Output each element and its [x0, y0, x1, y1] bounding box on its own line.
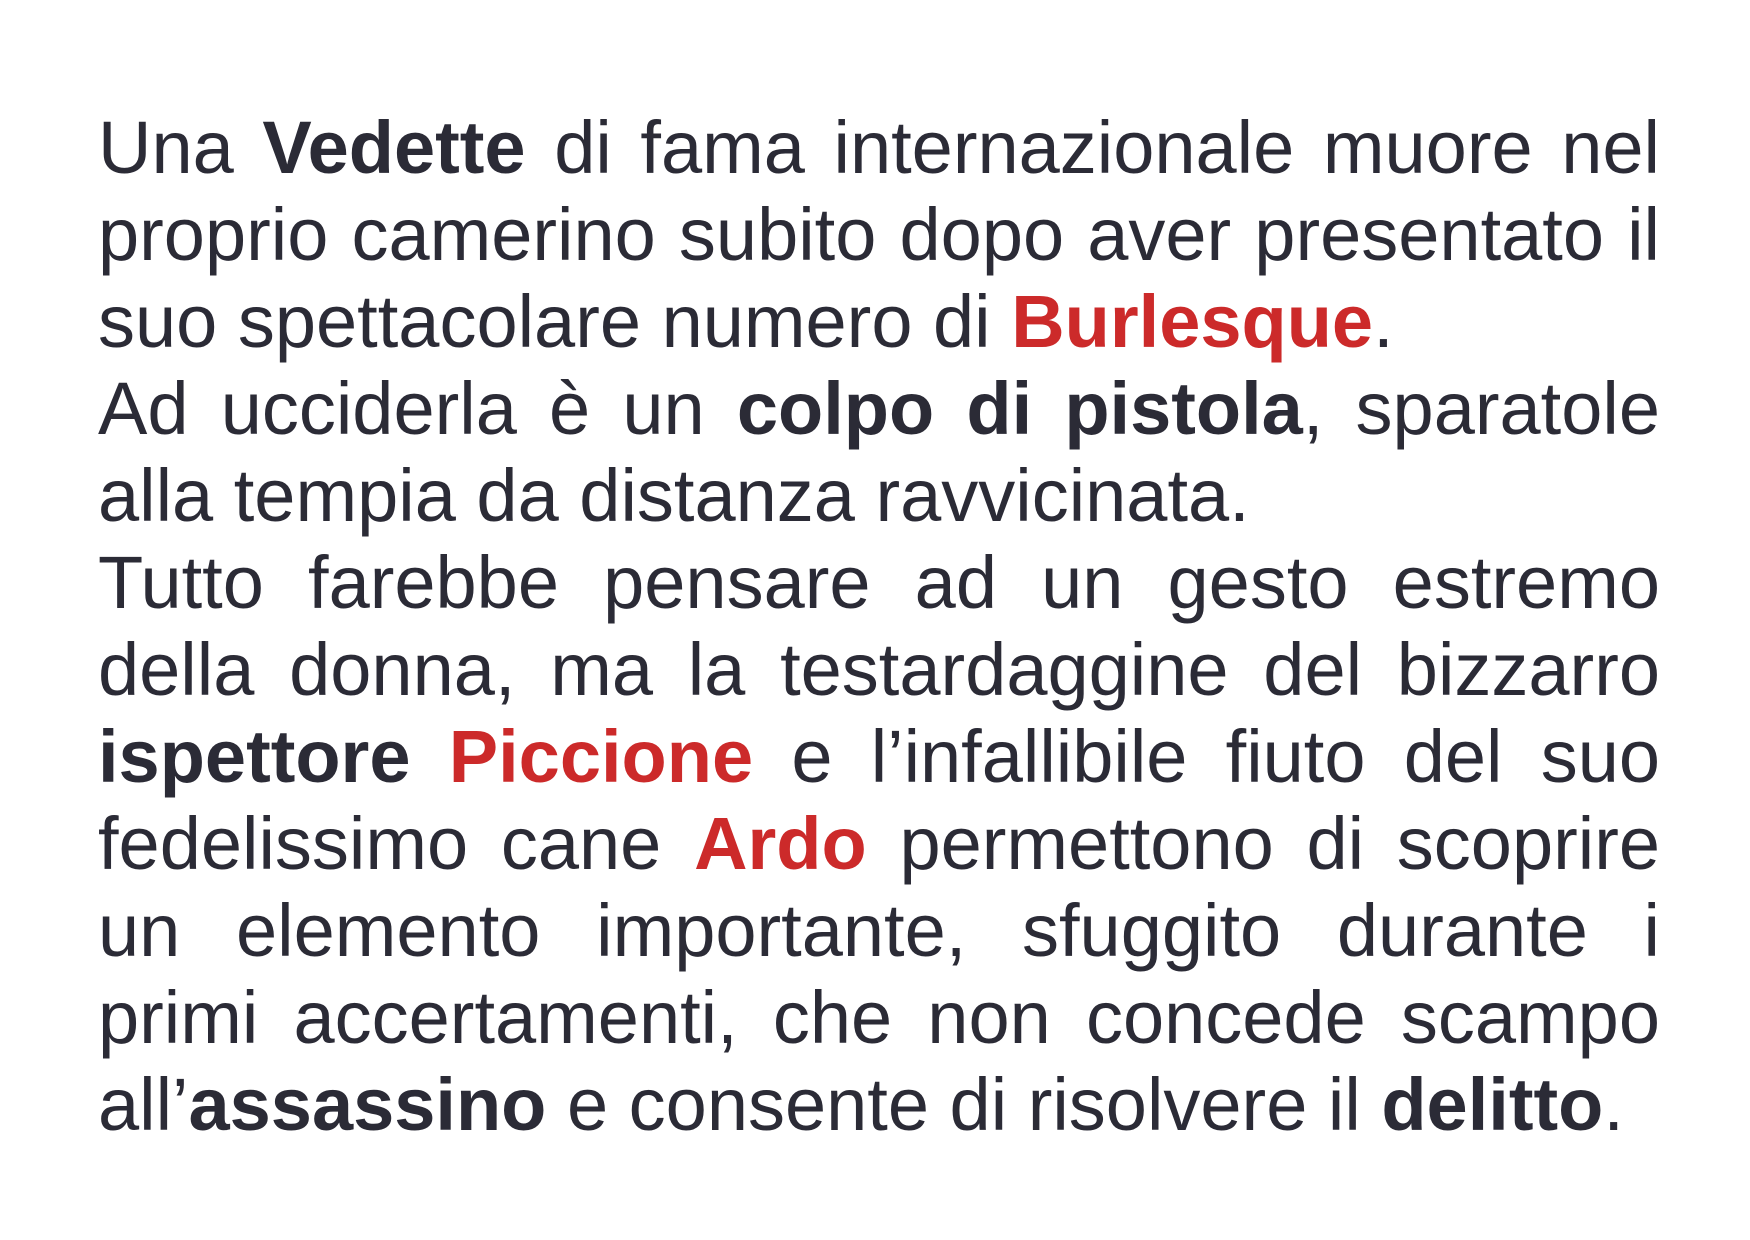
text-segment: .	[1373, 280, 1394, 363]
highlight-ispettore: ispettore	[98, 715, 411, 798]
synopsis-text	[98, 104, 1660, 1148]
paragraph-3	[98, 539, 1660, 1148]
highlight-burlesque: Burlesque	[1011, 280, 1374, 363]
highlight-piccione: Piccione	[448, 715, 754, 798]
text-segment: di fama internazionale muore nel proprio camerino subito dopo aver presentato il suo spettacolare numero di	[98, 106, 1660, 363]
highlight-delitto: delitto	[1381, 1063, 1604, 1146]
text-segment: Tutto farebbe pensare ad un gesto estremo della donna, ma la testardaggine del bizzarro	[98, 541, 1660, 711]
text-segment: Ad ucciderla è un	[98, 367, 737, 450]
highlight-vedette: Vedette	[262, 106, 526, 189]
highlight-colpo-di-pistola: colpo di pistola	[736, 367, 1303, 450]
paragraph-1	[98, 104, 1660, 365]
highlight-ardo: Ardo	[694, 802, 867, 885]
text-segment	[411, 715, 449, 798]
text-segment: , sparatole alla tempia da distanza ravvicinata.	[98, 367, 1660, 537]
text-segment: e l’infallibile fiuto del suo fedelissimo cane	[98, 715, 1661, 885]
text-segment: e consente di risolvere il	[546, 1063, 1382, 1146]
text-segment: .	[1603, 1063, 1624, 1146]
text-segment: Una	[98, 106, 263, 189]
paragraph-2	[98, 365, 1660, 539]
text-segment: permettono di scoprire un elemento importante, sfuggito durante i primi accertamenti, che non concede scampo all’	[98, 802, 1660, 1146]
highlight-assassino: assassino	[188, 1063, 547, 1146]
